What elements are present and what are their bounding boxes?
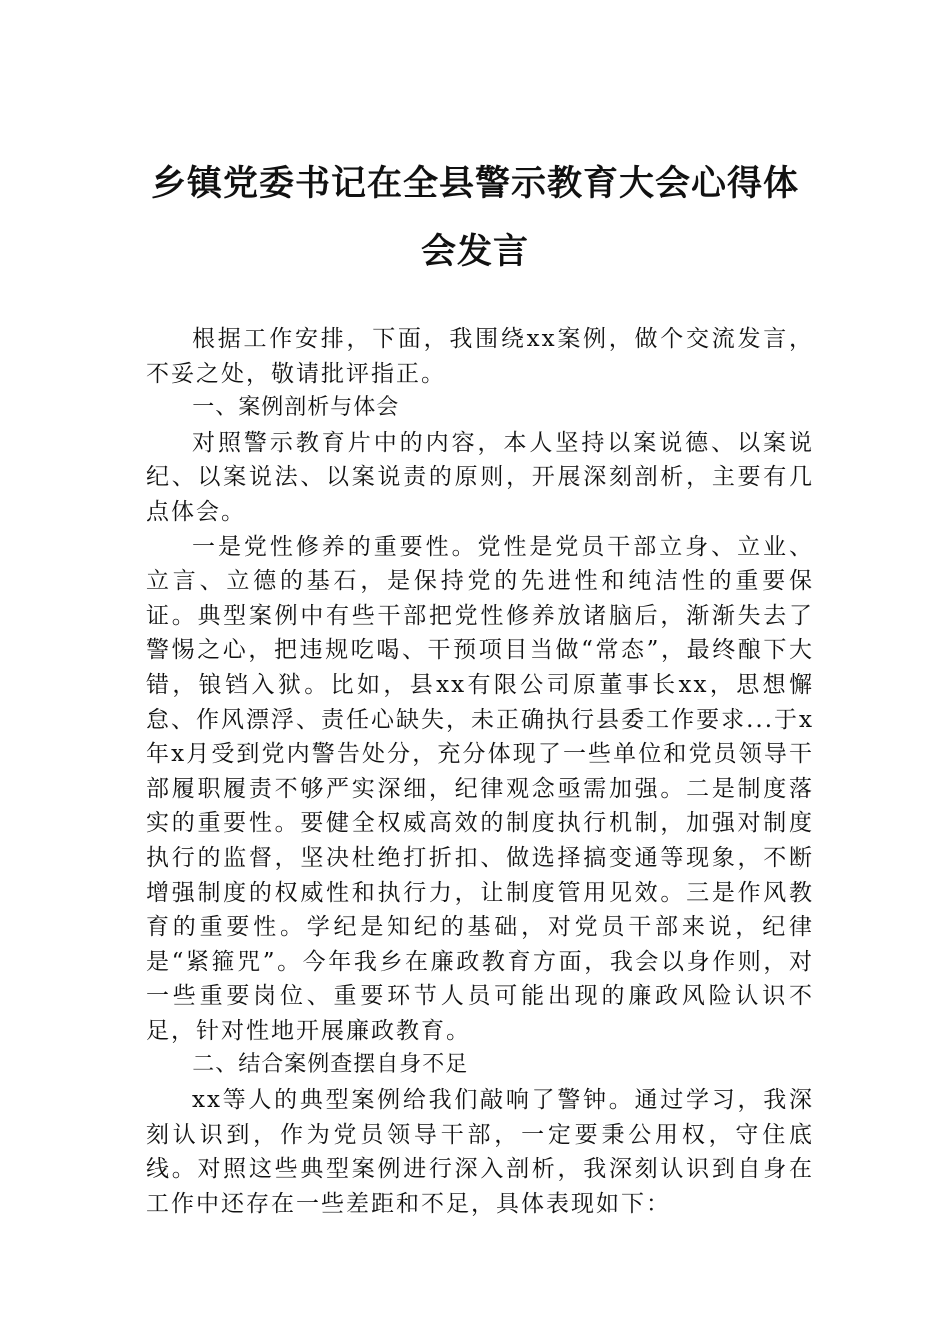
section-heading-2: 二、结合案例查摆自身不足 (192, 1052, 469, 1078)
title-line-2: 会发言 (420, 231, 529, 272)
section-2-paragraph: xx等人的典型案例给我们敲响了警钟。通过学习，我深刻认识到，作为党员领导干部，一定要秉公用权，守住底线。对照这些典型案例进行深入剖析，我深刻认识到自身在工作中还存在一些差距和不足，具体表现如下： (146, 1087, 814, 1217)
section-1-intro-paragraph: 对照警示教育片中的内容，本人坚持以案说德、以案说纪、以案说法、以案说责的原则，开展深刻剖析，主要有几点体会。 (146, 429, 814, 525)
document-body (146, 322, 814, 1221)
document-title (100, 150, 850, 286)
intro-paragraph: 根据工作安排，下面，我围绕xx案例，做个交流发言，不妥之处，敬请批评指正。 (146, 326, 814, 387)
title-line-1: 乡镇党委书记在全县警示教育大会心得体 (150, 163, 799, 204)
section-1-body-paragraph: 一是党性修养的重要性。党性是党员干部立身、立业、立言、立德的基石，是保持党的先进性和纯洁性的重要保证。典型案例中有些干部把党性修养放诸脑后，渐渐失去了警惕之心，把违规吃喝、干预项目当做“常态”，最终酿下大错，锒铛入狱。比如，县xx有限公司原董事长xx，思想懈怠、作风漂浮、责任心缺失，未正确执行县委工作要求...于x年x月受到党内警告处分，充分体现了一些单位和党员领导干部履职履责不够严实深细，纪律观念亟需加强。二是制度落实的重要性。要健全权威高效的制度执行机制，加强对制度执行的监督，坚决杜绝打折扣、做选择搞变通等现象，不断增强制度的权威性和执行力，让制度管用见效。三是作风教育的重要性。学纪是知纪的基础，对党员干部来说，纪律是“紧箍咒”。今年我乡在廉政教育方面，我会以身作则，对一些重要岗位、重要环节人员可能出现的廉政风险认识不足，针对性地开展廉政教育。 (146, 533, 814, 1044)
section-heading-1: 一、案例剖析与体会 (192, 395, 400, 421)
